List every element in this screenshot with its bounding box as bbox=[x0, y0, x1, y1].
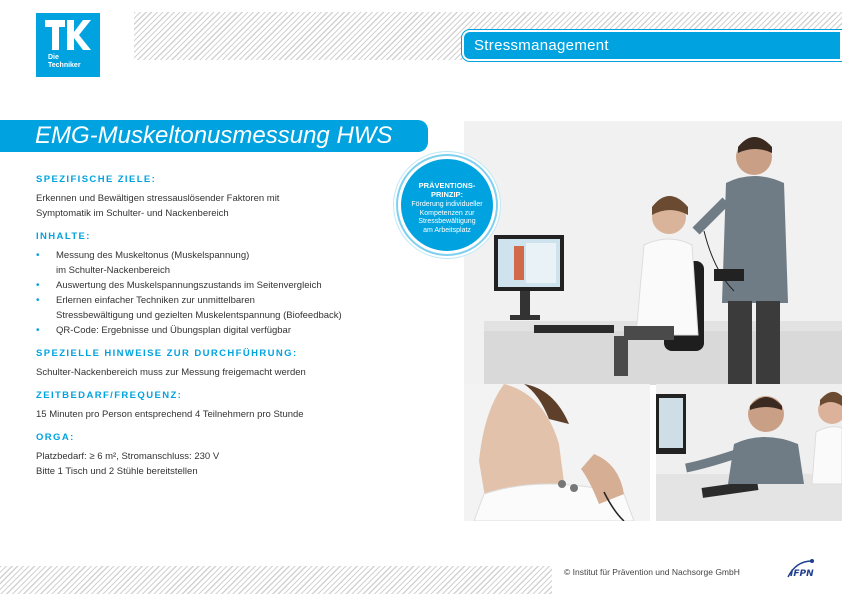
list-item bbox=[36, 278, 456, 293]
prevention-principle-badge bbox=[398, 156, 496, 254]
time-text: 15 Minuten pro Person entsprechend 4 Teilnehmern pro Stunde bbox=[36, 409, 304, 420]
tk-logo-text: Die Techniker bbox=[48, 54, 81, 69]
contents-list bbox=[36, 248, 456, 338]
goals-heading: SPEZIFISCHE ZIELE: bbox=[36, 174, 157, 185]
photo-emg-measurement bbox=[464, 121, 842, 385]
ifpn-logo-icon bbox=[786, 557, 816, 581]
bullet-icon: • bbox=[36, 280, 40, 291]
ifpn-logo-text: IFPN bbox=[790, 569, 814, 579]
ifpn-logo bbox=[786, 557, 816, 586]
tk-logo-icon bbox=[45, 20, 91, 52]
orga-heading: ORGA: bbox=[36, 432, 75, 443]
tk-logo bbox=[36, 13, 100, 77]
list-item bbox=[36, 293, 456, 323]
photo-electrode-placement bbox=[464, 384, 650, 521]
orga-line-furniture: Bitte 1 Tisch und 2 Stühle bereitstellen bbox=[36, 466, 198, 477]
content-column bbox=[36, 174, 456, 479]
footer-hatch-pattern bbox=[0, 566, 552, 594]
orga-line-space: Platzbedarf: ≥ 6 m², Stromanschluss: 230 V bbox=[36, 451, 220, 462]
bullet-icon: • bbox=[36, 325, 40, 336]
page-title: EMG-Muskeltonusmessung HWS bbox=[35, 122, 393, 149]
list-item bbox=[36, 323, 456, 338]
notes-heading: SPEZIELLE HINWEISE ZUR DURCHFÜHRUNG: bbox=[36, 348, 298, 359]
footer-copyright: © Institut für Prävention und Nachsorge GmbH bbox=[564, 567, 740, 577]
notes-text: Schulter-Nackenbereich muss zur Messung freigemacht werden bbox=[36, 367, 306, 378]
list-item-text: Erlernen einfacher Techniken zur unmittelbaren Stressbewältigung und gezielten Muskelentspannung (Biofeedback) bbox=[56, 295, 342, 321]
section-title: Stressmanagement bbox=[474, 37, 609, 54]
badge-title: PRÄVENTIONS- PRINZIP: bbox=[418, 181, 476, 199]
contents-heading: INHALTE: bbox=[36, 231, 91, 242]
list-item bbox=[36, 248, 456, 278]
bullet-icon: • bbox=[36, 295, 40, 306]
time-heading: ZEITBEDARF/FREQUENZ: bbox=[36, 390, 183, 401]
title-bar bbox=[0, 120, 428, 152]
photo-feedback-discussion bbox=[656, 384, 842, 521]
photo-feedback-discussion-image bbox=[656, 384, 842, 521]
list-item-text: Auswertung des Muskelspannungszustands im Seitenvergleich bbox=[56, 280, 322, 291]
photo-emg-measurement-image bbox=[464, 121, 842, 385]
bullet-icon: • bbox=[36, 250, 40, 261]
goals-text: Erkennen und Bewältigen stressauslösender Faktoren mit Symptomatik im Schulter- und Nackenbereich bbox=[36, 193, 280, 219]
list-item-text: QR-Code: Ergebnisse und Übungsplan digital verfügbar bbox=[56, 325, 291, 336]
list-item-text: Messung des Muskeltonus (Muskelspannung) im Schulter-Nackenbereich bbox=[56, 250, 250, 276]
header-banner bbox=[462, 30, 842, 61]
photo-electrode-placement-image bbox=[464, 384, 650, 521]
badge-text: Förderung individueller Kompetenzen zur Stressbewältigung am Arbeitsplatz bbox=[411, 201, 483, 234]
